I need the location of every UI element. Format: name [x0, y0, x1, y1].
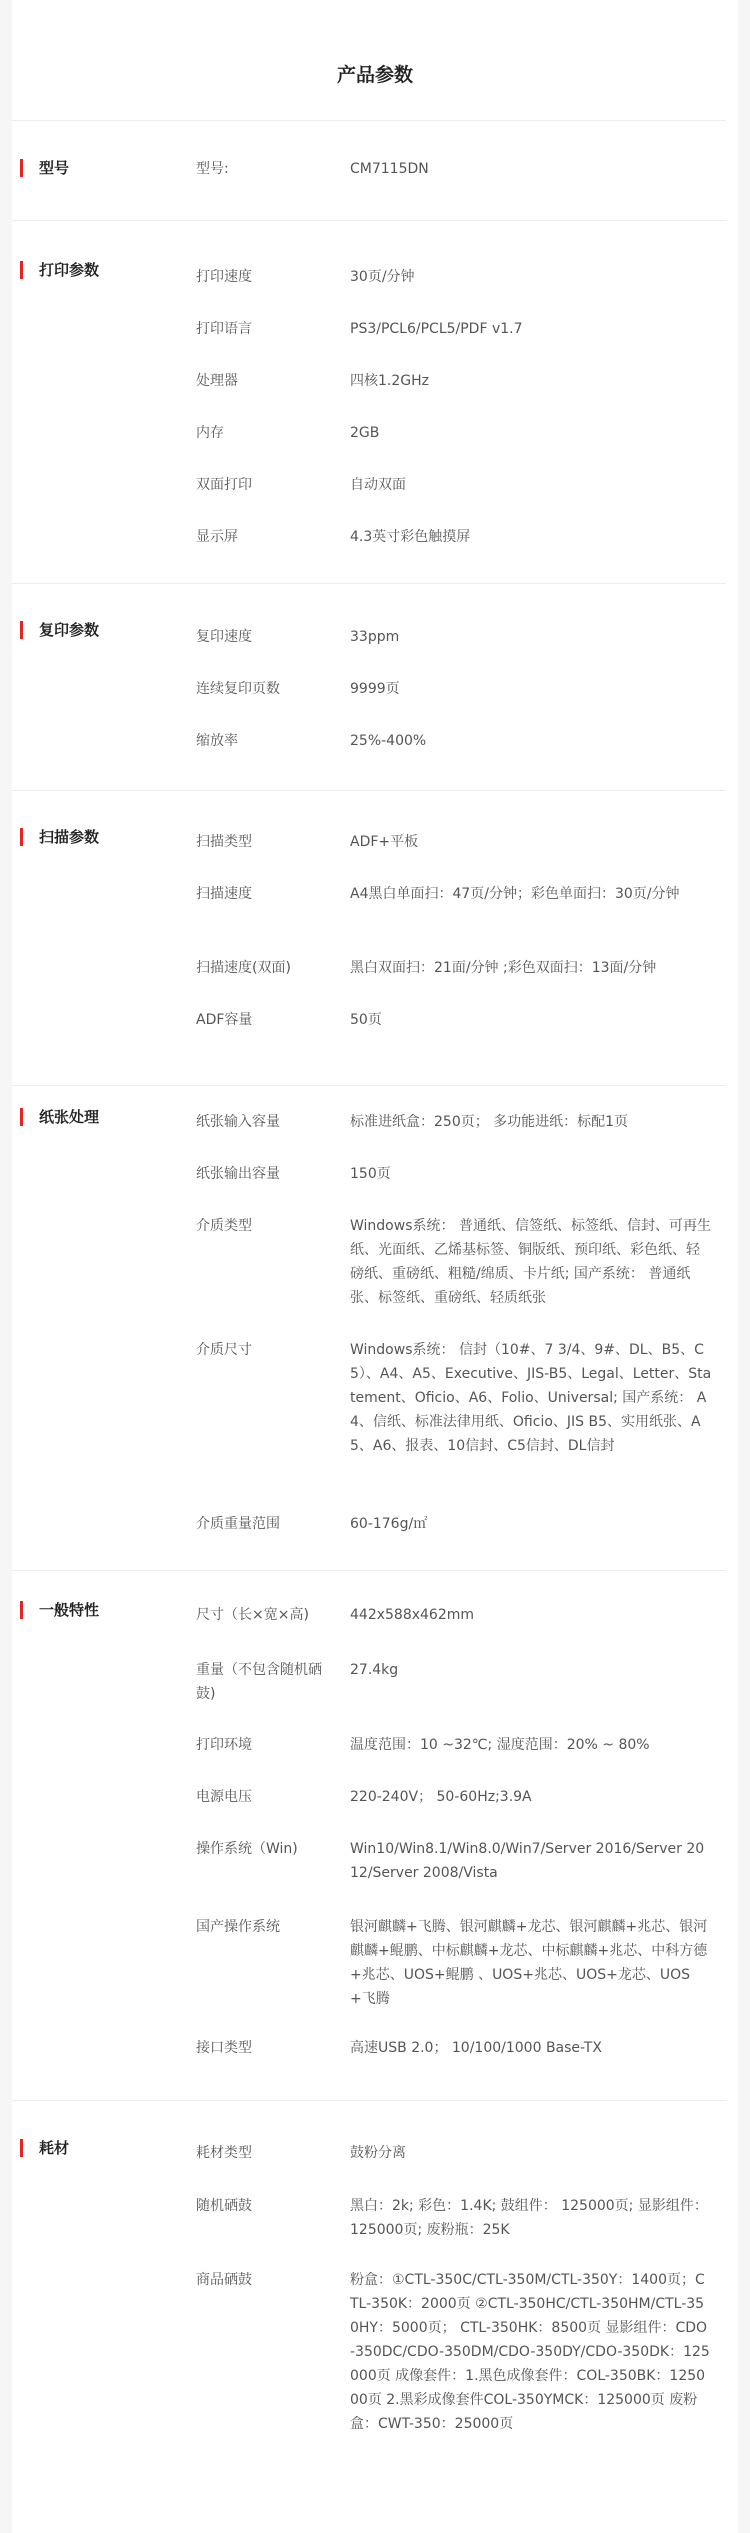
section-divider: [12, 1085, 726, 1086]
param-label: ADF容量: [196, 1012, 253, 1028]
param-label: 复印速度: [196, 629, 252, 645]
section-accent-bar: [20, 828, 23, 846]
param-label: 耗材类型: [196, 2145, 252, 2161]
param-value: 27.4kg: [350, 1662, 399, 1678]
param-value: 25%-400%: [350, 733, 427, 749]
param-label: 缩放率: [196, 733, 238, 749]
param-value: 温度范围：10 ~32℃; 湿度范围：20% ~ 80%: [350, 1737, 650, 1753]
section-accent-bar: [20, 261, 23, 279]
param-label: 打印环境: [196, 1737, 252, 1753]
param-label: 纸张输入容量: [196, 1114, 280, 1130]
param-value: 50页: [350, 1012, 382, 1028]
param-value: 鼓粉分离: [350, 2145, 406, 2161]
param-label: 重量（不包含随机硒鼓): [196, 1662, 322, 1702]
param-value: ADF+平板: [350, 834, 419, 850]
section-accent-bar: [20, 1601, 23, 1619]
param-label: 介质类型: [196, 1218, 252, 1234]
param-label: 纸张输出容量: [196, 1166, 280, 1182]
param-value: 33ppm: [350, 629, 400, 645]
param-value: 高速USB 2.0； 10/100/1000 Base-TX: [350, 2040, 602, 2056]
param-label: 处理器: [196, 373, 238, 389]
param-label: 扫描类型: [196, 834, 252, 850]
param-value: 9999页: [350, 681, 400, 697]
param-label: 介质重量范围: [196, 1516, 280, 1532]
param-value: 30页/分钟: [350, 269, 415, 285]
param-value: 四核1.2GHz: [350, 373, 429, 389]
section-title: 耗材: [39, 2139, 70, 2157]
section-title: 一般特性: [39, 1601, 100, 1619]
param-label: 连续复印页数: [196, 681, 280, 697]
param-value: 4.3英寸彩色触摸屏: [350, 529, 471, 545]
section-divider: [12, 1570, 726, 1571]
param-label: 打印语言: [196, 321, 252, 337]
param-value: PS3/PCL6/PCL5/PDF v1.7: [350, 321, 523, 337]
section-divider: [12, 2100, 726, 2101]
param-label: 打印速度: [196, 269, 252, 285]
param-value: CM7115DN: [350, 161, 429, 177]
param-label: 介质尺寸: [196, 1342, 252, 1358]
section-accent-bar: [20, 159, 23, 177]
param-value: Windows系统： 普通纸、信签纸、标签纸、信封、可再生纸、光面纸、乙烯基标签、铜版纸、预印纸、彩色纸、轻磅纸、重磅纸、粗糙/绵质、卡片纸; 国产系统： 普通纸张、标签纸、重磅纸、轻质纸张: [350, 1218, 711, 1306]
section-divider: [12, 220, 726, 221]
param-value: 银河麒麟+飞腾、银河麒麟+龙芯、银河麒麟+兆芯、银河麒麟+鲲鹏、中标麒麟+龙芯、中标麒麟+兆芯、中科方德+兆芯、UOS+鲲鹏 、UOS+兆芯、UOS+龙芯、UOS+飞腾: [350, 1919, 708, 2007]
param-value: Win10/Win8.1/Win8.0/Win7/Server 2016/Server 2012/Server 2008/Vista: [350, 1841, 705, 1881]
param-label: 双面打印: [196, 477, 252, 493]
param-label: 接口类型: [196, 2040, 252, 2056]
param-label: 扫描速度(双面): [196, 960, 291, 976]
param-value: 自动双面: [350, 477, 406, 493]
section-accent-bar: [20, 621, 23, 639]
param-value: Windows系统： 信封（10#、7 3/4、9#、DL、B5、C5）、A4、A5、Executive、JIS-B5、Legal、Letter、Statement、Oficio、A6、Folio、Universal; 国产系统： A4、信纸、标准法律用纸、Oficio、JIS B5、实用纸张、A5、A6、报表、10信封、C5信封、DL信封: [350, 1342, 712, 1454]
param-value: 粉盒：①CTL-350C/CTL-350M/CTL-350Y：1400页；CTL-350K：2000页 ②CTL-350HC/CTL-350HM/CTL-350HY：5000页； CTL-350HK：8500页 显影组件：CDO-350DC/CDO-350DM/CDO-350DY/CDO-350DK：125000页 成像套件：1.黑色成像套件：COL-350BK：125000页 2.黑彩成像套件COL-350YMCK：125000页 废粉盒：CWT-350：25000页: [350, 2272, 710, 2432]
param-value: 220-240V； 50-60Hz;3.9A: [350, 1789, 532, 1805]
page-title: 产品参数: [336, 64, 413, 86]
section-title: 扫描参数: [39, 828, 100, 846]
param-value: 黑白双面扫：21面/分钟 ;彩色双面扫：13面/分钟: [350, 960, 657, 976]
section-divider: [12, 583, 726, 584]
param-label: 内存: [196, 425, 224, 441]
param-label: 型号:: [196, 161, 229, 177]
param-label: 电源电压: [196, 1789, 252, 1805]
section-title: 复印参数: [39, 621, 100, 639]
param-label: 操作系统（Win): [196, 1841, 298, 1857]
param-label: 国产操作系统: [196, 1919, 280, 1935]
param-label: 尺寸（长×宽×高): [196, 1607, 309, 1623]
section-divider: [12, 790, 726, 791]
param-value: 150页: [350, 1166, 391, 1182]
param-value: 442x588x462mm: [350, 1607, 475, 1623]
section-title: 纸张处理: [39, 1108, 100, 1126]
section-title: 型号: [39, 159, 70, 177]
param-value: 黑白：2k; 彩色：1.4K; 鼓组件： 125000页; 显影组件：125000页; 废粉瓶：25K: [350, 2198, 708, 2238]
param-value: 2GB: [350, 425, 380, 441]
param-label: 随机硒鼓: [196, 2198, 252, 2214]
param-value: A4黑白单面扫：47页/分钟；彩色单面扫：30页/分钟: [350, 886, 680, 902]
param-value: 标准进纸盒：250页； 多功能进纸：标配1页: [350, 1114, 629, 1130]
section-accent-bar: [20, 2139, 23, 2157]
param-label: 显示屏: [196, 529, 238, 545]
param-label: 扫描速度: [196, 886, 252, 902]
param-value: 60-176g/㎡: [350, 1516, 428, 1532]
section-accent-bar: [20, 1108, 23, 1126]
section-divider: [12, 120, 726, 121]
param-label: 商品硒鼓: [196, 2272, 252, 2288]
section-title: 打印参数: [39, 261, 100, 279]
